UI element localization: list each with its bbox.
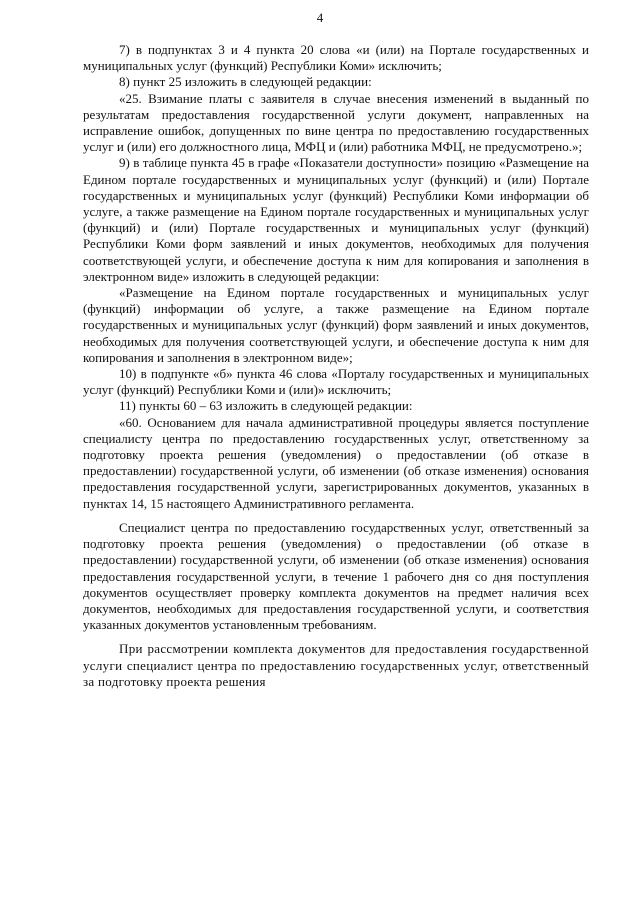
paragraph-review: При рассмотрении комплекта документов для предоставления государственной услуги специалист центра по предоставлению государственных услуг, ответственный за подготовку проекта решения <box>83 641 589 689</box>
page-number: 4 <box>316 10 324 25</box>
paragraph-9: 9) в таблице пункта 45 в графе «Показатели доступности» позицию «Размещение на Едином портале государственных и муниципальных услуг (функций) и (или) Портале государственных и муниципальных услуг (функций) Республики Коми информации об услуге, а также размещение на Едином портале государственных и муниципальных услуг (функций) и (или) Портале государственных и муниципальных услуг (функций) Республики Коми форм заявлений и иных документов, необходимых для получения соответствующей услуги, и обеспечение доступа к ним для копирования и заполнения в электронном виде» изложить в следующей редакции: <box>83 155 589 284</box>
paragraph-9-new-text: «Размещение на Едином портале государственных и муниципальных услуг (функций) информации об услуге, а также размещение на Едином портале государственных и муниципальных услуг (функций) форм заявлений и иных документов, необходимых для получения соответствующей услуги, и обеспечение доступа к ним для копирования и заполнения в электронном виде»; <box>83 285 589 365</box>
document-body <box>83 42 589 690</box>
paragraph-8: 8) пункт 25 изложить в следующей редакции: <box>119 74 372 90</box>
paragraph-11: 11) пункты 60 – 63 изложить в следующей редакции: <box>119 398 413 414</box>
paragraph-10: 10) в подпункте «б» пункта 46 слова «Порталу государственных и муниципальных услуг (функций) Республики Коми и (или)» исключить; <box>83 366 589 398</box>
paragraph-25-text: «25. Взимание платы с заявителя в случае внесения изменений в выданный по результатам предоставления государственной услуги документ, направленных на исправление ошибок, допущенных по вине центра по предоставлению государственных услуг и (или) его должностного лица, МФЦ и (или) работника МФЦ, не предусмотрено.»; <box>83 90 589 155</box>
paragraph-7: 7) в подпунктах 3 и 4 пункта 20 слова «и (или) на Портале государственных и муниципальных услуг (функций) Республики Коми» исключить; <box>83 42 589 74</box>
paragraph-60: «60. Основанием для начала административной процедуры является поступление специалисту центра по предоставлению государственных услуг, ответственному за подготовку проекта решения (уведомления) о предоставлении (об отказе в предоставлении) государственной услуги, об изменении (об отказе изменения) основания предоставления государственной услуги, зарегистрированных документов, указанных в пунктах 14, 15 настоящего Административного регламента. <box>83 414 589 511</box>
paragraph-specialist: Специалист центра по предоставлению государственных услуг, ответственный за подготовку проекта решения (уведомления) о предоставлении (об отказе в предоставлении) государственной услуги, об изменении (об отказе изменения) основания предоставления государственной услуги, в течение 1 рабочего дня со дня поступления документов осуществляет проверку комплекта документов на предмет наличия всех документов, необходимых для предоставления государственной услуги, и соответствия указанных документов установленным требованиям. <box>83 519 589 633</box>
